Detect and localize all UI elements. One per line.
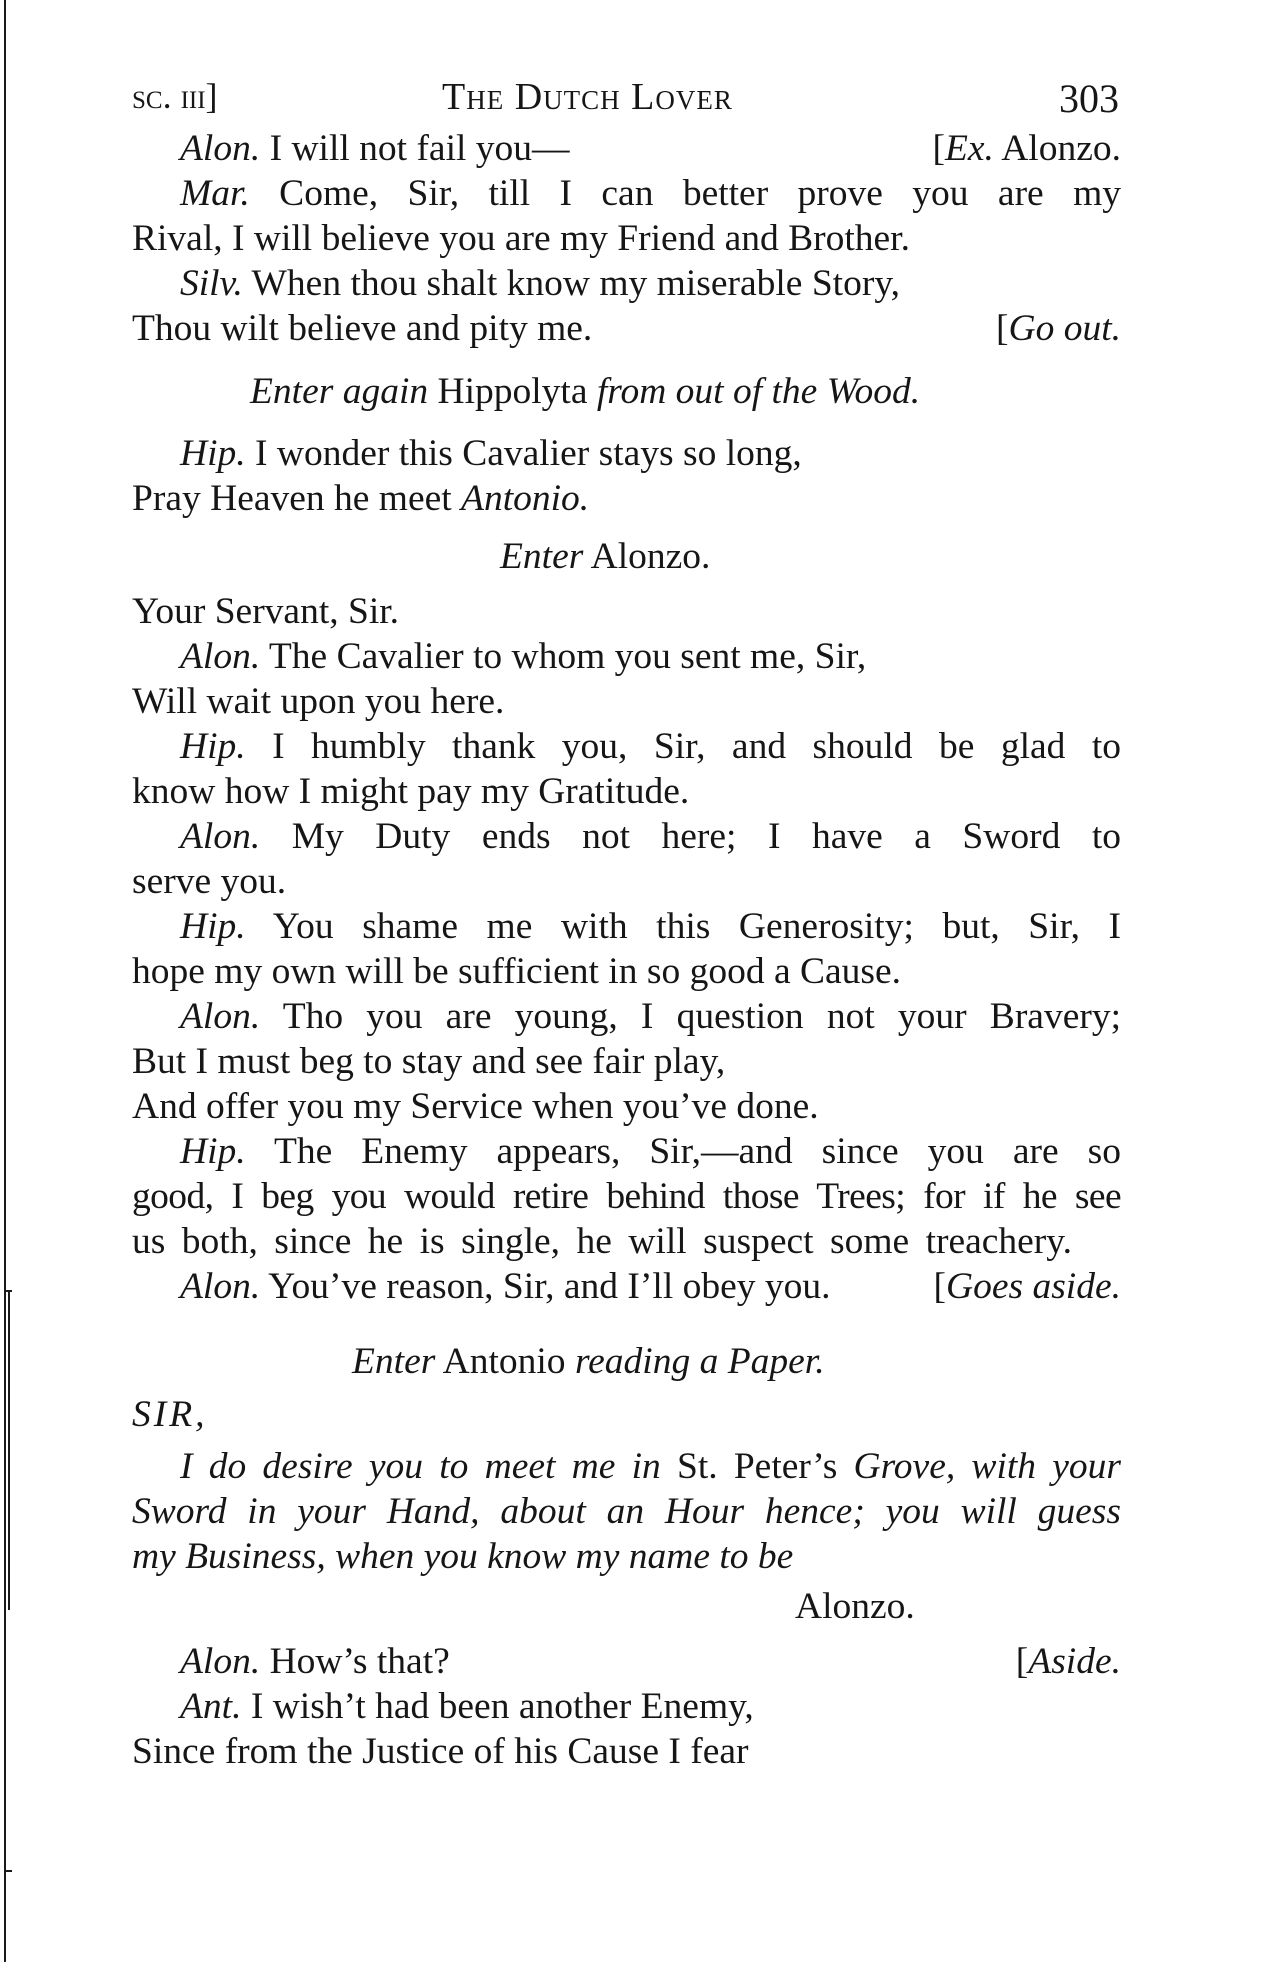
stage-direction: [Go out.	[996, 308, 1121, 349]
stage-direction: [Aside.	[1015, 1641, 1121, 1682]
dialogue-text: hope my own will be sufficient in so good a Cause.	[132, 951, 901, 992]
letter-line: I do desire you to meet me in St. Peter’s Grove, with your	[180, 1446, 1121, 1487]
dialogue-text: Come, Sir, till I can better prove you are my	[249, 173, 1121, 214]
binding-edge	[4, 0, 6, 1962]
dialogue-text: You’ve reason, Sir, and I’ll obey you.	[260, 1266, 831, 1307]
speech-line	[132, 432, 1121, 476]
binding-shadow	[8, 1290, 10, 1610]
dialogue-text: Rival, I will believe you are my Friend and Brother.	[132, 218, 910, 259]
speaker-name: Alon.	[180, 1266, 261, 1307]
speaker-name: Hip.	[180, 726, 246, 767]
binding-tick	[4, 1870, 12, 1872]
speaker-name: Alon.	[180, 996, 261, 1037]
stage-direction: [Ex. Alonzo.	[932, 128, 1121, 169]
speech-line	[132, 172, 1121, 216]
stage-direction-entrance: Enter Antonio reading a Paper.	[352, 1341, 825, 1382]
speaker-name: Alon.	[180, 816, 261, 857]
stage-direction-entrance: Enter Alonzo.	[500, 536, 711, 577]
speech-line	[132, 1085, 1121, 1129]
dialogue-text: When thou shalt know my miserable Story,	[242, 263, 901, 304]
dialogue-text: You shame me with this Generosity; but, Sir, I	[245, 906, 1121, 947]
speech-line	[132, 1265, 1121, 1309]
page-number: 303	[1059, 76, 1119, 121]
dialogue-text: But I must beg to stay and see fair play,	[132, 1041, 726, 1082]
speech-line	[132, 995, 1121, 1039]
speech-line	[132, 1730, 1121, 1774]
dialogue-text: And offer you my Service when you’ve done.	[132, 1086, 819, 1127]
speech-line	[132, 262, 1121, 306]
dialogue-text: Since from the Justice of his Cause I fear	[132, 1731, 749, 1772]
dialogue-text: us both, since he is single, he will suspect some treachery.	[132, 1221, 1072, 1262]
speech-line	[132, 950, 1121, 994]
dialogue-text: How’s that?	[260, 1641, 450, 1682]
binding-tick	[4, 1290, 12, 1292]
dialogue-text: I humbly thank you, Sir, and should be glad to	[245, 726, 1121, 767]
dialogue-text: The Enemy appears, Sir,—and since you are so	[245, 1131, 1121, 1172]
speech-line: Pray Heaven he meet Antonio.	[132, 478, 590, 519]
speech-line	[132, 860, 1121, 904]
speech-line	[132, 635, 1121, 679]
speaker-name: Hip.	[180, 906, 246, 947]
speech-line	[132, 725, 1121, 769]
running-title: The Dutch Lover	[442, 76, 733, 118]
speech-line	[132, 1220, 1072, 1264]
speech-line	[132, 1640, 1121, 1684]
speech-line	[132, 217, 1121, 261]
letter-line: my Business, when you know my name to be	[132, 1536, 794, 1577]
speaker-name: Ant.	[180, 1686, 242, 1727]
speech-line	[132, 1175, 1121, 1219]
stage-direction-entrance: Enter again Hippolyta from out of the Wood.	[250, 371, 921, 412]
speaker-name: Alon.	[180, 128, 261, 169]
letter-signature: Alonzo.	[795, 1586, 915, 1627]
dialogue-text: Will wait upon you here.	[132, 681, 505, 722]
speaker-name: Alon.	[180, 1641, 261, 1682]
dialogue-text: serve you.	[132, 861, 287, 902]
speech-line	[132, 1130, 1121, 1174]
dialogue-text: My Duty ends not here; I have a Sword to	[260, 816, 1121, 857]
speaker-name: Silv.	[180, 263, 243, 304]
dialogue-text: Pray Heaven he meet	[132, 478, 462, 519]
dialogue-text: Thou wilt believe and pity me.	[132, 308, 593, 349]
dialogue-text: know how I might pay my Gratitude.	[132, 771, 690, 812]
speaker-name: Mar.	[180, 173, 250, 214]
dialogue-text: The Cavalier to whom you sent me, Sir,	[260, 636, 867, 677]
speech-line	[132, 1040, 1121, 1084]
section-number: sc. iii]	[132, 76, 218, 116]
letter-line: Sword in your Hand, about an Hour hence; you will guess	[132, 1491, 1121, 1532]
speech-line	[132, 307, 1121, 351]
speech-line	[132, 770, 1121, 814]
dialogue-text: good, I beg you would retire behind those Trees; for if he see	[132, 1176, 1121, 1217]
speech-line	[132, 815, 1121, 859]
dialogue-text: I will not fail you—	[260, 128, 570, 169]
letter-salutation: SIR,	[132, 1394, 208, 1435]
speaker-name: Hip.	[180, 1131, 246, 1172]
speech-line	[132, 127, 1121, 171]
dialogue-text: I wonder this Cavalier stays so long,	[245, 433, 802, 474]
speech-line	[132, 590, 1121, 634]
speaker-name: Alon.	[180, 636, 261, 677]
dialogue-text: Tho you are young, I question not your Bravery;	[260, 996, 1121, 1037]
stage-direction: [Goes aside.	[933, 1266, 1121, 1307]
speech-line	[132, 905, 1121, 949]
running-header	[132, 75, 1121, 125]
dialogue-text: Your Servant, Sir.	[132, 591, 400, 632]
speaker-name: Hip.	[180, 433, 246, 474]
dialogue-text: I wish’t had been another Enemy,	[241, 1686, 754, 1727]
speech-line	[132, 1685, 1121, 1729]
speech-line	[132, 680, 1121, 724]
